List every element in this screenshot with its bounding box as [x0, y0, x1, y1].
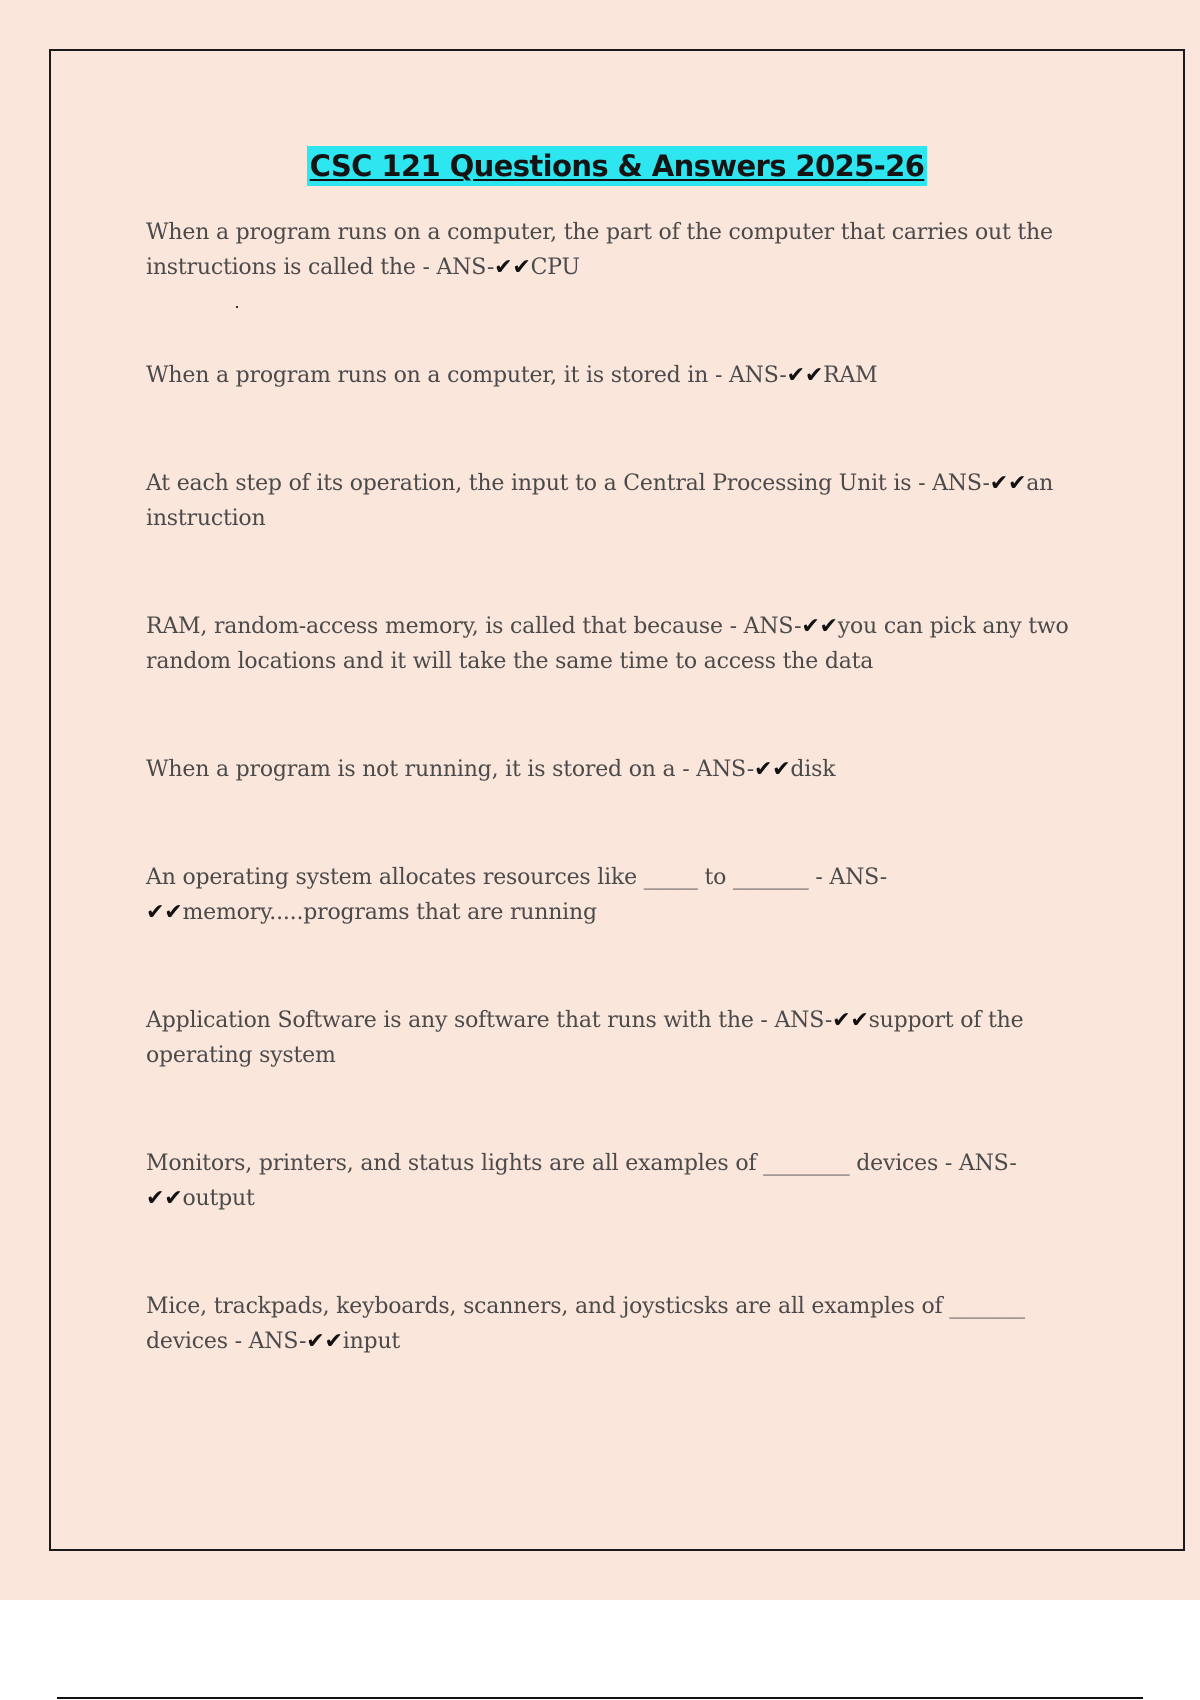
qa-item: [146, 1003, 1096, 1073]
answer-text: support of the operating system: [146, 1008, 1024, 1068]
answer-text: RAM: [823, 363, 878, 388]
qa-item: [146, 358, 1096, 393]
qa-item: [146, 860, 1096, 930]
answer-text: disk: [790, 757, 836, 782]
checkmark-icon: ✔✔: [786, 363, 824, 388]
answer-text: CPU: [530, 255, 580, 280]
checkmark-icon: ✔✔: [989, 471, 1027, 496]
qa-item: [146, 466, 1096, 536]
qa-item: [146, 609, 1096, 679]
answer-text: memory.....programs that are running: [182, 900, 597, 925]
footer-rule: [57, 1697, 1143, 1699]
title-container: [0, 146, 1200, 186]
checkmark-icon: ✔✔: [146, 900, 183, 925]
answer-text: input: [342, 1329, 401, 1354]
question-text: An operating system allocates resources like _____ to _______ - ANS-: [146, 865, 888, 890]
question-text: When a program runs on a computer, it is stored in - ANS-: [146, 363, 787, 388]
checkmark-icon: ✔✔: [753, 757, 791, 782]
answer-text: output: [182, 1186, 255, 1211]
question-text: Monitors, printers, and status lights are all examples of ________ devices - ANS-: [146, 1151, 1017, 1176]
qa-item: [146, 1289, 1096, 1359]
answer-text: you can pick any two random locations and it will take the same time to access the data: [146, 614, 1069, 674]
question-text: Application Software is any software that runs with the - ANS-: [146, 1008, 833, 1033]
question-text: At each step of its operation, the input to a Central Processing Unit is - ANS-: [146, 471, 990, 496]
answer-text: an instruction: [146, 471, 1054, 531]
question-text: When a program runs on a computer, the part of the computer that carries out the instructions is called the - ANS-: [146, 220, 1053, 280]
qa-item: [146, 1146, 1096, 1216]
qa-item: [146, 752, 1096, 787]
checkmark-icon: ✔✔: [306, 1329, 343, 1354]
checkmark-icon: ✔✔: [801, 614, 838, 639]
question-text: When a program is not running, it is stored on a - ANS-: [146, 757, 754, 782]
stray-dot: [236, 306, 238, 308]
page-title: CSC 121 Questions & Answers 2025-26: [307, 146, 928, 186]
checkmark-icon: ✔✔: [832, 1008, 869, 1033]
question-text: RAM, random-access memory, is called that because - ANS-: [146, 614, 802, 639]
checkmark-icon: ✔✔: [494, 255, 531, 280]
question-text: Mice, trackpads, keyboards, scanners, and joysticsks are all examples of _______ devices - ANS-: [146, 1294, 1025, 1354]
checkmark-icon: ✔✔: [146, 1186, 183, 1211]
qa-item: [146, 215, 1096, 285]
